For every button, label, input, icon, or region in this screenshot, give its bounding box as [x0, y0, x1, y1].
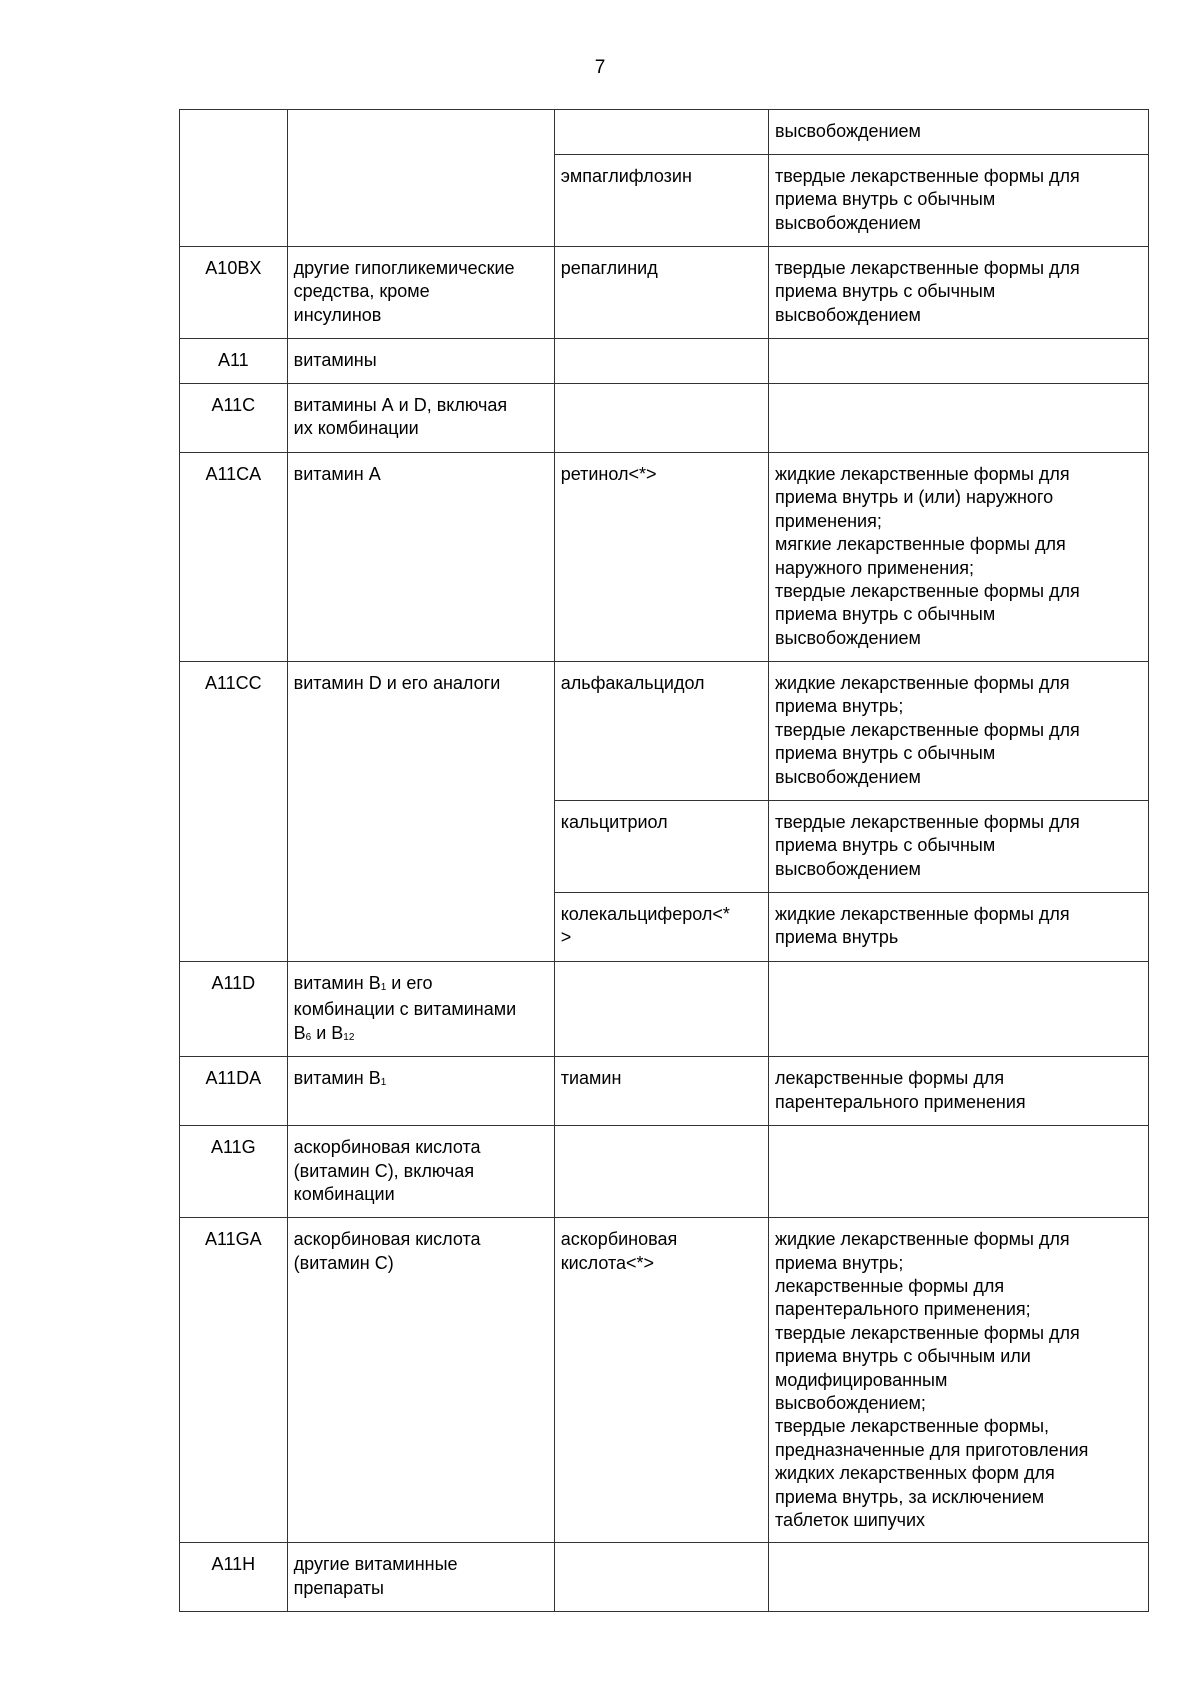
- drug-cell: [554, 1543, 768, 1612]
- table-row: [180, 962, 1149, 1057]
- table-row: [180, 1126, 1149, 1218]
- atc-code-cell: A11H: [180, 1543, 288, 1612]
- group-cell: другие гипогликемические средства, кроме инсулинов: [287, 247, 554, 339]
- drug-cell: кальцитриол: [554, 801, 768, 893]
- drug-cell: эмпаглифлозин: [554, 155, 768, 247]
- group-cell: витамин $B_1$ и его комбинации с витаминами $B_6$ и $B_{12}$: [287, 962, 554, 1057]
- table-row: [180, 1057, 1149, 1126]
- form-cell: твердые лекарственные формы для приема внутрь с обычным высвобождением: [768, 155, 1148, 247]
- atc-code-cell: A11G: [180, 1126, 288, 1218]
- atc-code-cell: [180, 110, 288, 247]
- table-row: [180, 247, 1149, 339]
- group-cell: витамин $B_1$: [287, 1057, 554, 1126]
- drug-cell: аскорбиновая кислота<*>: [554, 1218, 768, 1543]
- drug-cell: [554, 339, 768, 384]
- form-cell: [768, 962, 1148, 1057]
- table-row: [180, 384, 1149, 453]
- page-number: 7: [594, 57, 606, 78]
- drug-cell: [554, 110, 768, 155]
- group-cell: другие витаминные препараты: [287, 1543, 554, 1612]
- drug-cell: [554, 1126, 768, 1218]
- table-row: [180, 1218, 1149, 1543]
- drug-cell: [554, 384, 768, 453]
- form-cell: жидкие лекарственные формы для приема внутрь: [768, 893, 1148, 962]
- form-cell: [768, 1126, 1148, 1218]
- atc-code-cell: A11CA: [180, 453, 288, 662]
- form-cell: высвобождением: [768, 110, 1148, 155]
- form-cell: жидкие лекарственные формы для приема внутрь; твердые лекарственные формы для приема внутрь с обычным высвобождением: [768, 662, 1148, 801]
- atc-code-cell: A10BX: [180, 247, 288, 339]
- form-cell: [768, 339, 1148, 384]
- atc-code-cell: A11D: [180, 962, 288, 1057]
- group-cell: витамины: [287, 339, 554, 384]
- drug-cell: колекальциферол<* >: [554, 893, 768, 962]
- group-cell: [287, 110, 554, 247]
- atc-code-cell: A11CC: [180, 662, 288, 962]
- atc-code-cell: A11GA: [180, 1218, 288, 1543]
- drug-cell: тиамин: [554, 1057, 768, 1126]
- group-cell: аскорбиновая кислота (витамин С), включая комбинации: [287, 1126, 554, 1218]
- atc-code-cell: A11: [180, 339, 288, 384]
- group-cell: витамины А и D, включая их комбинации: [287, 384, 554, 453]
- group-cell: витамин D и его аналоги: [287, 662, 554, 962]
- form-cell: твердые лекарственные формы для приема внутрь с обычным высвобождением: [768, 247, 1148, 339]
- form-cell: твердые лекарственные формы для приема внутрь с обычным высвобождением: [768, 801, 1148, 893]
- table-row: [180, 1543, 1149, 1612]
- drug-cell: [554, 962, 768, 1057]
- atc-code-cell: A11C: [180, 384, 288, 453]
- form-cell: лекарственные формы для парентерального применения: [768, 1057, 1148, 1126]
- form-cell: [768, 1543, 1148, 1612]
- table-row: [180, 339, 1149, 384]
- table-row: [180, 453, 1149, 662]
- drug-cell: ретинол<*>: [554, 453, 768, 662]
- form-cell: жидкие лекарственные формы для приема внутрь и (или) наружного применения; мягкие лекарственные формы для наружного применения; твердые лекарственные формы для приема внутрь с обычным высвобождением: [768, 453, 1148, 662]
- drug-cell: репаглинид: [554, 247, 768, 339]
- atc-code-cell: A11DA: [180, 1057, 288, 1126]
- drug-table: [179, 109, 1149, 1612]
- group-cell: витамин А: [287, 453, 554, 662]
- group-cell: аскорбиновая кислота (витамин С): [287, 1218, 554, 1543]
- form-cell: [768, 384, 1148, 453]
- form-cell: жидкие лекарственные формы для приема внутрь; лекарственные формы для парентерального применения; твердые лекарственные формы для приема внутрь с обычным или модифицированным высвобождением; твердые лекарственные формы, предназначенные для приготовления жидких лекарственных форм для приема внутрь, за исключением таблеток шипучих: [768, 1218, 1148, 1543]
- drug-cell: альфакальцидол: [554, 662, 768, 801]
- table-row: [180, 110, 1149, 155]
- table-row: [180, 662, 1149, 801]
